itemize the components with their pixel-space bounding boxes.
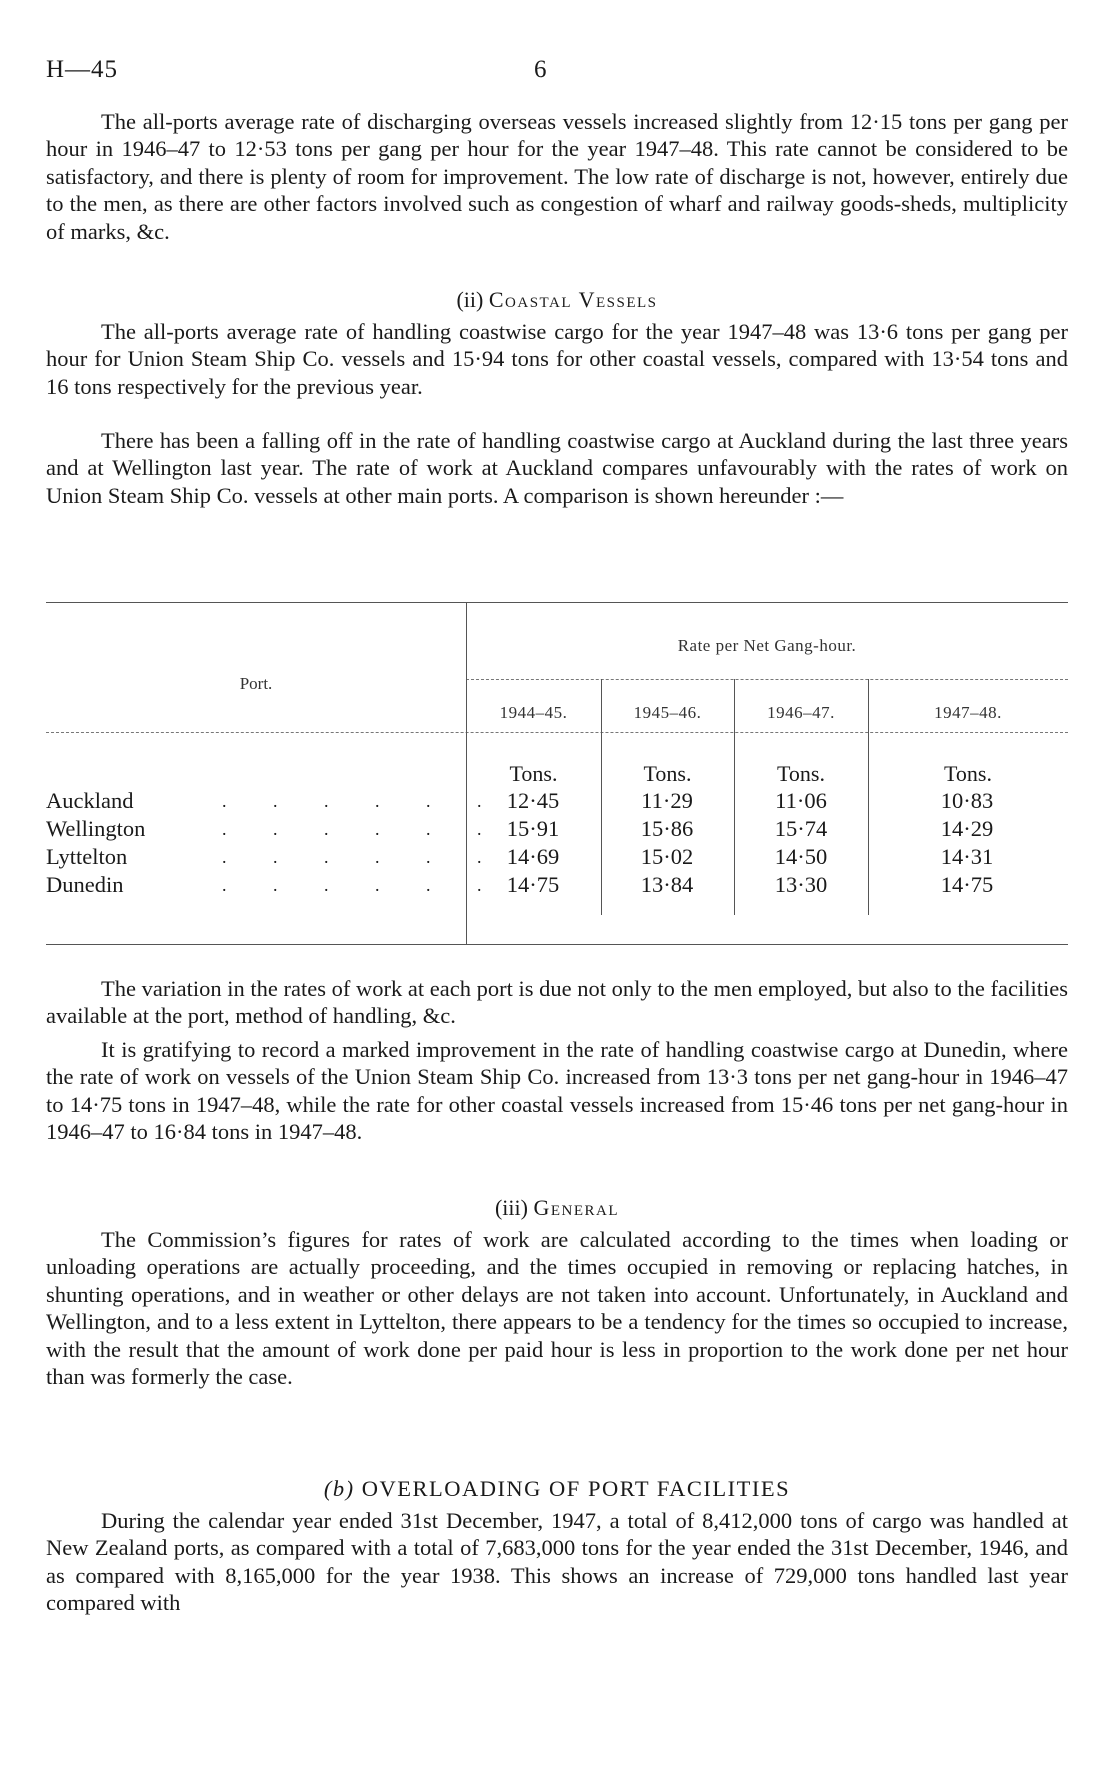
section-heading-overloading xyxy=(46,1476,1068,1502)
paragraph-calendar-year: During the calendar year ended 31st December, 1947, a total of 8,412,000 tons of cargo was handled at New Zealand ports, as compared with a total of 7,683,000 tons for the year ended the 31st December, 1946, and as compared with 8,165,000 for the year 1938. This shows an increase of 729,000 tons handled last year compared with xyxy=(46,1508,1068,1616)
paragraph-falling-off: There has been a falling off in the rate of handling coastwise cargo at Auckland during the last three years and at Wellington last year. The rate of work at Auckland compares unfavourably with the rates of work on Union Steam Ship Co. vessels at other main ports. A comparison is shown hereunder :— xyxy=(46,428,1068,508)
section-number: (ii) xyxy=(456,287,484,312)
table-row-port: Lyttelton xyxy=(46,844,128,869)
table-cell-value: 14·50 xyxy=(774,844,828,869)
section-title: OVERLOADING OF PORT FACILITIES xyxy=(361,1476,791,1501)
table-port-header: Port. xyxy=(239,674,273,693)
section-title: Coastal Vessels xyxy=(488,287,658,312)
header-bottom-rule xyxy=(46,732,1068,733)
paragraph-coastwise-rate: The all-ports average rate of handling coastwise cargo for the year 1947–48 was 13·6 tons per gang per hour for Union Steam Ship Co. vessels and 15·94 tons for other coastal vessels, compared with 13·54 tons and 16 tons respectively for the previous year. xyxy=(46,319,1068,399)
leader-dots: . . . . . . xyxy=(222,819,484,839)
year-header: 1945–46. xyxy=(633,703,702,722)
units-label: Tons. xyxy=(643,761,692,786)
rates-comparison-table xyxy=(46,602,1068,952)
header-divider-rule xyxy=(466,679,1068,680)
units-label: Tons. xyxy=(509,761,558,786)
paragraph-dunedin-improvement: It is gratifying to record a marked improvement in the rate of handling coastwise cargo at Dunedin, where the rate of work on vessels of the Union Steam Ship Co. increased from 13·3 tons per net gang-hour in 1946–47 to 14·75 tons in 1947–48, while the rate for other coastal vessels increased from 15·46 tons per net gang-hour in 1946–47 to 16·84 tons in 1947–48. xyxy=(46,1037,1068,1145)
report-reference: H—45 xyxy=(46,56,119,83)
leader-dots: . . . . . . xyxy=(222,847,484,867)
table-cell-value: 15·02 xyxy=(640,844,694,869)
table-cell-value: 13·30 xyxy=(774,872,828,897)
table-top-rule xyxy=(46,602,1068,603)
units-label: Tons. xyxy=(777,761,825,786)
table-cell-value: 12·45 xyxy=(506,788,560,813)
page-number: 6 xyxy=(534,56,547,83)
table-row-port: Dunedin xyxy=(46,872,124,897)
table-cell-value: 15·86 xyxy=(640,816,694,841)
section-heading-general xyxy=(46,1195,1068,1221)
leader-dots: . . . . . . xyxy=(222,791,484,811)
table-row-port: Auckland xyxy=(46,788,134,813)
paragraph-overseas-discharge: The all-ports average rate of discharging overseas vessels increased slightly from 12·15 tons per gang per hour in 1946–47 to 12·53 tons per gang per hour for the year 1947–48. This rate cannot be considered to be satisfactory, and there is plenty of room for improvement. The low rate of discharge is not, however, entirely due to the men, as there are other factors involved such as congestion of wharf and railway goods-sheds, multiplicity of marks, &c. xyxy=(46,109,1068,244)
section-heading-coastal-vessels xyxy=(46,287,1068,313)
page-header xyxy=(46,56,1068,86)
table-bottom-rule xyxy=(46,944,1068,945)
table-cell-value: 11·29 xyxy=(641,788,693,813)
paragraph-variation: The variation in the rates of work at each port is due not only to the men employed, but also to the facilities available at the port, method of handling, &c. xyxy=(46,976,1068,1029)
table-cell-value: 13·84 xyxy=(640,872,694,897)
table-cell-value: 10·83 xyxy=(940,788,994,813)
year-header: 1944–45. xyxy=(499,703,568,722)
table-rate-header: Rate per Net Gang-hour. xyxy=(677,636,857,655)
table-cell-value: 14·75 xyxy=(940,872,994,897)
section-number: (iii) xyxy=(494,1195,528,1220)
table-cell-value: 14·75 xyxy=(506,872,560,897)
table-cell-value: 14·31 xyxy=(940,844,994,869)
year-header: 1946–47. xyxy=(767,703,835,722)
table-cell-value: 15·91 xyxy=(506,816,560,841)
units-label: Tons. xyxy=(944,761,992,786)
leader-dots: . . . . . . xyxy=(222,875,484,895)
year-header: 1947–48. xyxy=(934,703,1002,722)
section-title: General xyxy=(533,1195,620,1220)
table-cell-value: 15·74 xyxy=(774,816,828,841)
section-letter: (b) xyxy=(323,1476,355,1501)
table-cell-value: 14·69 xyxy=(506,844,560,869)
table-cell-value: 11·06 xyxy=(775,788,827,813)
paragraph-commission-figures: The Commission’s figures for rates of work are calculated according to the times when loading or unloading operations are actually proceeding, and the times occupied in removing or replacing hatches, in shunting operations, and in weather or other delays are not taken into account. Unfortunately, in Auckland and Wellington, and to a less extent in Lyttelton, there appears to be a tendency for the times so occupied to increase, with the result that the amount of work done per paid hour is less in proportion to the work done per net hour than was formerly the case. xyxy=(46,1227,1068,1390)
table-cell-value: 14·29 xyxy=(940,816,994,841)
table-row-port: Wellington xyxy=(46,816,146,841)
